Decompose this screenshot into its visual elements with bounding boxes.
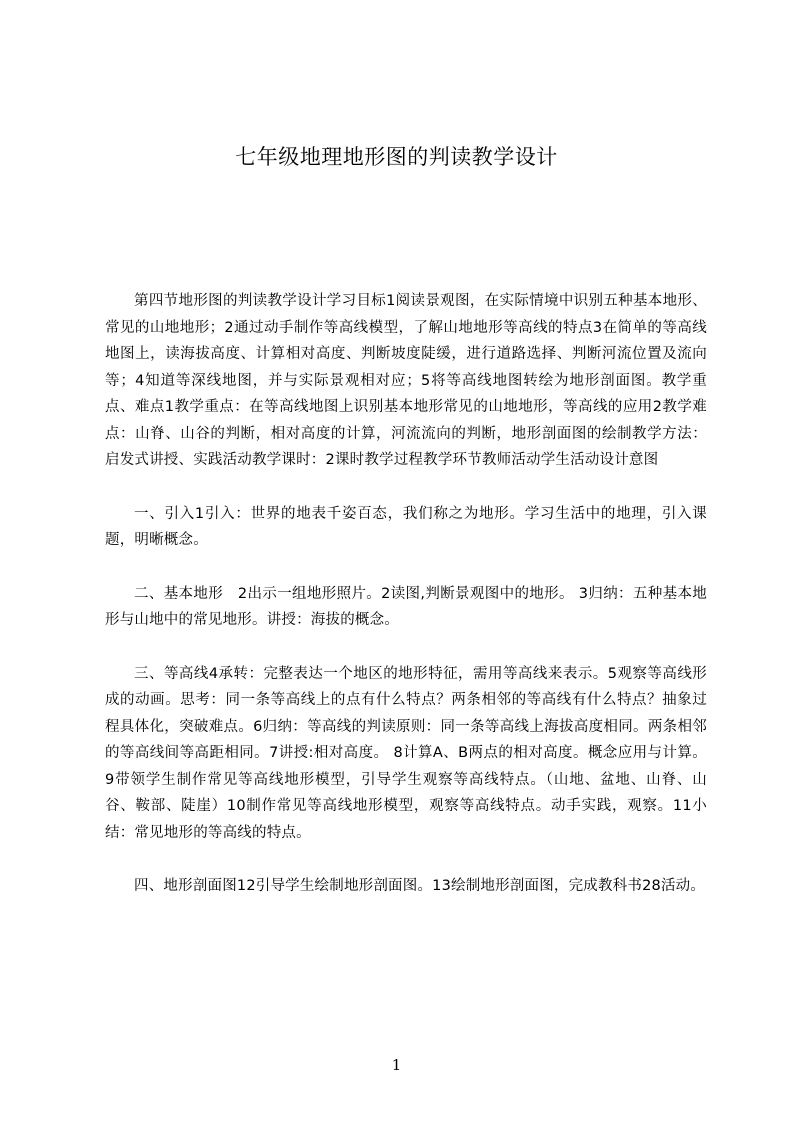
- document-body: [105, 288, 707, 927]
- paragraph-introduction: 一、引入1引入：世界的地表千姿百态，我们称之为地形。学习生活中的地理，引入课题，明晰概念。: [105, 505, 707, 548]
- paragraph-contour-lines: 三、等高线4承转：完整表达一个地区的地形特征，需用等高线来表示。5观察等高线形成的动画。思考：同一条等高线上的点有什么特点？两条相邻的等高线有什么特点？抽象过程具体化，突破难点。6归纳：等高线的判读原则：同一条等高线上海拔高度相同。两条相邻的等高线间等高距相同。7讲授:相对高度。 8计算A、B两点的相对高度。概念应用与计算。9带领学生制作常见等高线地形模型，引导学生观察等高线特点。（山地、盆地、山脊、山谷、鞍部、陡崖）10制作常见等高线地形模型，观察等高线特点。动手实践，观察。11小结：常见地形的等高线的特点。: [105, 665, 707, 841]
- paragraph-terrain-profile: 四、地形剖面图12引导学生绘制地形剖面图。13绘制地形剖面图，完成教科书28活动。: [134, 878, 706, 894]
- page-number: 1: [391, 1056, 402, 1074]
- paragraph-basic-landforms: 二、基本地形 2出示一组地形照片。2读图,判断景观图中的地形。 3归纳：五种基本地形与山地中的常见地形。讲授：海拔的概念。: [105, 585, 707, 628]
- paragraph-objectives: 第四节地形图的判读教学设计学习目标1阅读景观图，在实际情境中识别五种基本地形、常见的山地地形；2通过动手制作等高线模型，了解山地地形等高线的特点3在简单的等高线地图上，读海拔高度、计算相对高度、判断坡度陡缓，进行道路选择、判断河流位置及流向等；4知道等深线地图，并与实际景观相对应；5将等高线地图转绘为地形剖面图。教学重点、难点1教学重点：在等高线地图上识别基本地形常见的山地地形，等高线的应用2教学难点：山脊、山谷的判断，相对高度的计算，河流流向的判断，地形剖面图的绘制教学方法：启发式讲授、实践活动教学课时：2课时教学过程教学环节教师活动学生活动设计意图: [105, 293, 707, 468]
- document-title: 七年级地理地形图的判读教学设计: [235, 145, 558, 169]
